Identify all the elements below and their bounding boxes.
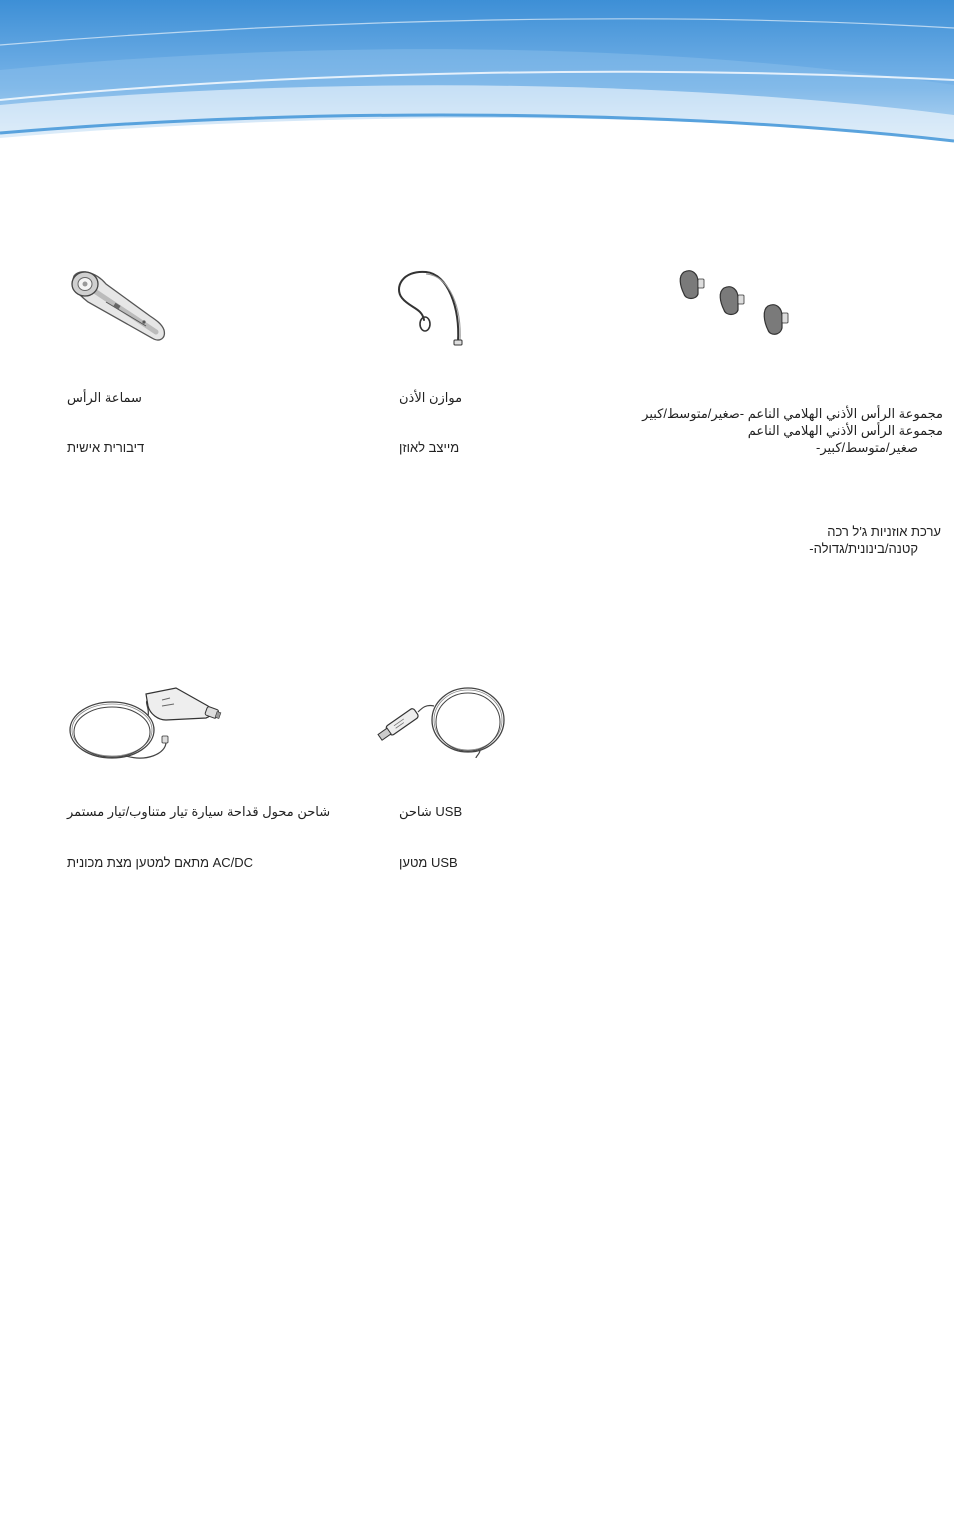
item-label-ar: شاحن USB (399, 804, 463, 819)
item-label-he: דיבורית אישית (67, 440, 145, 455)
item-label-ar-line2: مجموعة الرأس الأذني الهلامي الناعم (747, 423, 943, 438)
ear-tips-icon (676, 266, 800, 344)
ear-loop-icon (388, 268, 466, 348)
usb-cable-icon (376, 684, 510, 760)
item-label-he: מתאם למטען מצת מכונית AC/DC (67, 855, 254, 870)
item-label-he: מטען USB (399, 855, 458, 870)
item-label-ar-line3: -صغير/متوسط/كبير (815, 440, 918, 455)
item-label-he-line1: ערכת אוזניות ג'ל רכה (827, 524, 941, 539)
car-charger-icon (66, 680, 226, 764)
header-banner (0, 0, 954, 160)
item-label-ar: موازن الأذن (399, 390, 463, 405)
item-label-ar: شاحن محول قداحة سيارة تيار متناوب/تيار مستمر (67, 804, 331, 819)
headset-icon (66, 262, 170, 346)
item-label-ar: سماعة الرأس (67, 390, 142, 405)
item-label-he: מייצב לאוזן (399, 440, 460, 455)
item-label-ar-line1: مجموعة الرأس الأذني الهلامي الناعم -صغير/متوسط/كبير (642, 406, 943, 421)
item-label-he-line2: -קטנה/בינונית/גדולה (809, 541, 918, 556)
